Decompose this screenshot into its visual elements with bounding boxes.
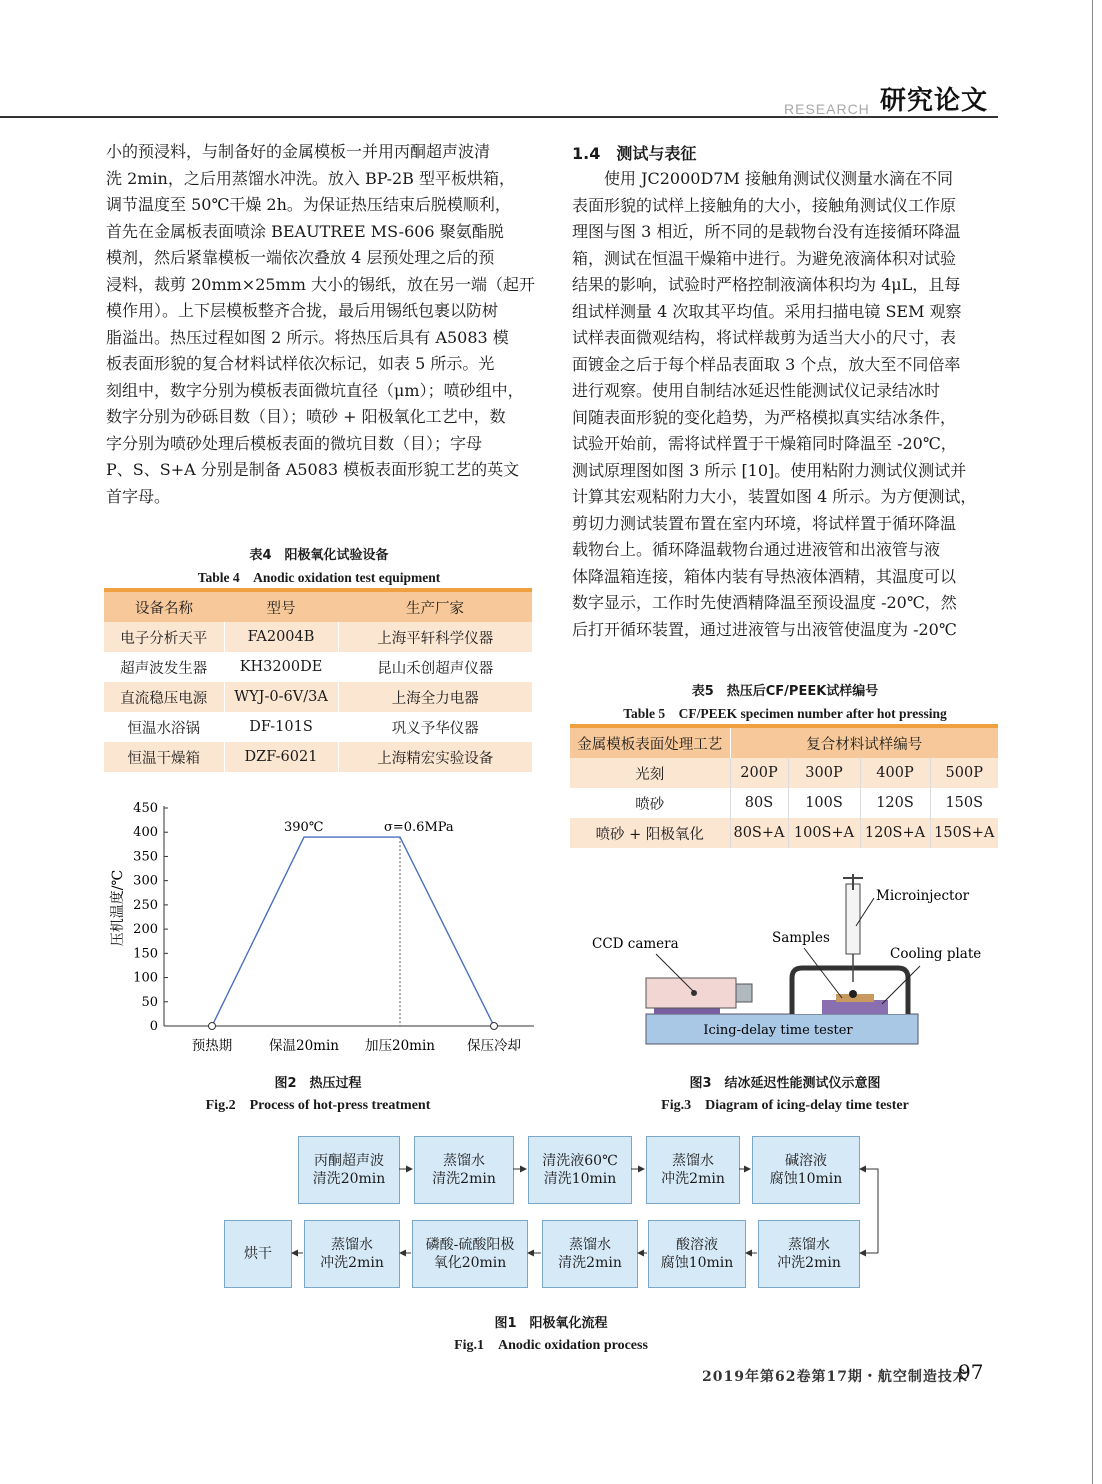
fig3-diagram xyxy=(570,870,1000,1060)
table-cell: 100S xyxy=(788,788,860,818)
table-cell: 120S xyxy=(860,788,930,818)
table-row xyxy=(104,712,532,742)
y-tick-label: 0 xyxy=(149,1019,158,1034)
table-cell: 超声波发生器 xyxy=(104,652,224,682)
text-line: 箱，测试在恒温干燥箱中进行。为避免液滴体积对试验 xyxy=(572,248,957,268)
data-point xyxy=(491,1023,498,1030)
text-line: 进行观察。使用自制结冰延迟性能测试仪记录结冰时 xyxy=(572,381,941,400)
text-line: 字分别为喷砂处理后模板表面的微坑目数（目）；字母 xyxy=(106,433,483,453)
y-tick-label: 300 xyxy=(133,873,158,889)
flow-step-text: 清洗20min xyxy=(312,1171,386,1187)
flow-step-text: 蒸馏水 xyxy=(443,1153,485,1169)
cooling-plate xyxy=(822,1000,888,1014)
text-line: 间随表面形貌的变化趋势，为严格模拟真实结冰条件， xyxy=(572,407,957,427)
table-row xyxy=(570,818,998,848)
fig3-caption-cn: 图3 结冰延迟性能测试仪示意图 xyxy=(689,1076,881,1091)
table-cell: 300P xyxy=(788,758,860,788)
cooling-plate-label: Cooling plate xyxy=(890,946,982,962)
flow-step-text: 碱溶液 xyxy=(785,1153,827,1169)
table-cell: 喷砂 xyxy=(570,788,730,818)
table-cell: FA2004B xyxy=(224,622,338,652)
table-cell: 电子分析天平 xyxy=(104,622,224,652)
text-line: 模作用）。上下层模板整齐合拢，最后用锡纸包裹以防树 xyxy=(106,301,499,320)
text-line: 组试样测量 4 次取其平均值。采用扫描电镜 SEM 观察 xyxy=(572,301,962,321)
table4-caption-en: Table 4 Anodic oxidation test equipment xyxy=(197,570,441,585)
flow-step-text: 丙酮超声波 xyxy=(314,1153,384,1169)
droplet xyxy=(849,990,857,998)
ccd-camera-label: CCD camera xyxy=(592,936,679,952)
right-column-paragraph xyxy=(572,166,998,643)
flow-step-text: 蒸馏水 xyxy=(569,1237,611,1253)
text-line: 表面形貌的试样上接触角的大小，接触角测试仪工作原 xyxy=(572,195,957,215)
table-cell: 500P xyxy=(930,758,998,788)
table-cell: 恒温水浴锅 xyxy=(104,712,224,742)
table-cell: 80S+A xyxy=(730,818,788,848)
ccd-camera-lens xyxy=(736,984,752,1002)
samples-label: Samples xyxy=(772,930,830,946)
y-tick-label: 400 xyxy=(133,825,158,841)
table-row xyxy=(570,758,998,788)
y-tick-label: 350 xyxy=(133,849,158,865)
table5-caption-en: Table 5 CF/PEEK specimen number after hot pressing xyxy=(623,706,947,721)
flow-step-text: 氧化20min xyxy=(433,1255,507,1271)
text-line: 测试原理图如图 3 所示 [10]。使用粘附力测试仪测试并 xyxy=(572,460,967,480)
text-line: 后打开循环装置，通过进液管与出液管使温度为 -20℃ xyxy=(572,619,957,639)
text-line: 体降温箱连接，箱体内装有导热液体酒精，其温度可以 xyxy=(572,566,957,586)
table-cell: 200P xyxy=(730,758,788,788)
flow-step-text: 磷酸-硫酸阳极 xyxy=(425,1237,515,1253)
table4-header-cell: 设备名称 xyxy=(104,592,224,622)
fig3-caption-en: Fig.3 Diagram of icing-delay time tester xyxy=(661,1098,909,1113)
header-research-label: RESEARCH xyxy=(784,101,870,117)
flow-step-text: 清洗2min xyxy=(558,1255,622,1271)
flow-step-text: 蒸馏水 xyxy=(331,1237,373,1253)
flow-arrow xyxy=(860,1169,878,1253)
text-line: 数字显示，工作时先使酒精降温至预设温度 -20℃，然 xyxy=(572,593,957,612)
text-line: 首先在金属板表面喷涂 BEAUTREE MS-606 聚氨酯脱 xyxy=(106,221,504,241)
flow-step-text: 清洗2min xyxy=(432,1171,496,1187)
table-cell: DF-101S xyxy=(224,712,338,742)
table-cell: 直流稳压电源 xyxy=(104,682,224,712)
flow-step-text: 冲洗2min xyxy=(320,1255,384,1271)
table-cell: 120S+A xyxy=(860,818,930,848)
header-section-title: 研究论文 xyxy=(880,86,989,116)
flow-step-text: 冲洗2min xyxy=(661,1171,725,1187)
text-line: 洗 2min，之后用蒸馏水冲洗。放入 BP-2B 型平板烘箱， xyxy=(106,168,516,188)
table-cell: 上海平轩科学仪器 xyxy=(338,622,532,652)
text-line: 刻组中，数字分别为模板表面微坑直径（μm）；喷砂组中， xyxy=(106,380,524,400)
page-number: 97 xyxy=(958,1360,984,1384)
flow-step-text: 冲洗2min xyxy=(777,1255,841,1271)
fig2-annotation-pressure: σ=0.6MPa xyxy=(384,820,454,836)
table-cell: 80S xyxy=(730,788,788,818)
table4-header-cell: 型号 xyxy=(224,592,338,622)
fig2-y-axis-label: 压机温度/℃ xyxy=(110,869,126,947)
text-line: 试样表面微观结构，将试样裁剪为适当大小的尺寸，表 xyxy=(572,328,957,347)
table-cell: WYJ-0-6V/3A xyxy=(224,682,338,712)
section-heading: 1.4 测试与表征 xyxy=(572,144,697,163)
microinjector-label: Microinjector xyxy=(876,888,970,904)
flow-step-text: 清洗10min xyxy=(543,1171,617,1187)
fig1-caption-cn: 图1 阳极氧化流程 xyxy=(494,1316,608,1331)
text-line: 载物台上。循环降温载物台通过进液管和出液管与液 xyxy=(572,540,941,559)
flow-step-text: 清洗液60℃ xyxy=(542,1153,618,1169)
page-edge-line xyxy=(1092,0,1093,1484)
y-tick-label: 150 xyxy=(133,946,158,962)
table-cell: 光刻 xyxy=(570,758,730,788)
table5-header-row xyxy=(570,728,998,758)
text-line: 脂溢出。热压过程如图 2 所示。将热压后具有 A5083 模 xyxy=(106,327,509,347)
table-row xyxy=(104,622,532,652)
table-cell: 400P xyxy=(860,758,930,788)
table-row xyxy=(104,742,532,772)
table4-header-row xyxy=(104,592,532,622)
text-line: 结果的影响，试验时严格控制液滴体积均为 4μL，且每 xyxy=(572,275,961,294)
left-column-paragraph xyxy=(106,139,535,510)
tester-label: Icing-delay time tester xyxy=(703,1023,853,1038)
fig2-annotation-temp: 390℃ xyxy=(284,820,324,836)
fig1-arrows xyxy=(220,1130,890,1290)
text-line: 小的预浸料，与制备好的金属模板一并用丙酮超声波清 xyxy=(106,142,491,161)
table-cell: 上海全力电器 xyxy=(338,682,532,712)
table5-caption-cn: 表5 热压后CF/PEEK试样编号 xyxy=(691,684,879,699)
text-line: 模剂，然后紧靠模板一端依次叠放 4 层预处理之后的预 xyxy=(106,248,495,267)
fig2-caption-cn: 图2 热压过程 xyxy=(274,1076,362,1091)
flow-step-text: 腐蚀10min xyxy=(660,1255,734,1271)
flow-step-text: 酸溶液 xyxy=(676,1237,718,1253)
flow-step-text: 烘干 xyxy=(244,1246,272,1262)
table-cell: 150S xyxy=(930,788,998,818)
text-line: 浸料，裁剪 20mm×25mm 大小的锡纸，放在另一端（起开 xyxy=(106,274,535,294)
y-tick-label: 100 xyxy=(133,970,158,986)
fig2-series-line xyxy=(212,837,494,1026)
y-tick-label: 250 xyxy=(133,897,158,913)
text-line: 理图与图 3 相近，所不同的是载物台没有连接循环降温 xyxy=(572,222,961,241)
table-row xyxy=(570,788,998,818)
text-line: 计算其宏观粘附力大小，装置如图 4 所示。为方便测试， xyxy=(572,487,977,506)
table-cell: 喷砂 + 阳极氧化 xyxy=(570,818,730,848)
table-cell: 150S+A xyxy=(930,818,998,848)
x-tick-label: 加压20min xyxy=(365,1038,435,1054)
text-line: 板表面形貌的复合材料试样依次标记，如表 5 所示。光 xyxy=(106,354,495,373)
fig2-caption-en: Fig.2 Process of hot-press treatment xyxy=(205,1098,431,1113)
table-row xyxy=(104,652,532,682)
table-cell: DZF-6021 xyxy=(224,742,338,772)
text-line: 试验开始前，需将试样置于干燥箱同时降温至 -20℃， xyxy=(572,434,957,453)
table4 xyxy=(104,592,532,772)
flow-step-text: 腐蚀10min xyxy=(769,1171,843,1187)
table-cell: 昆山禾创超声仪器 xyxy=(338,652,532,682)
table-cell: 巩义予华仪器 xyxy=(338,712,532,742)
microinjector-body xyxy=(846,884,860,954)
fig1-caption-en: Fig.1 Anodic oxidation process xyxy=(454,1338,648,1353)
table5 xyxy=(570,728,998,848)
data-point xyxy=(209,1023,216,1030)
ccd-camera-dot xyxy=(691,990,697,996)
x-tick-label: 保压冷却 xyxy=(467,1038,521,1054)
table-row xyxy=(104,682,532,712)
table-cell: 恒温干燥箱 xyxy=(104,742,224,772)
table4-caption-cn: 表4 阳极氧化试验设备 xyxy=(249,548,389,563)
fig2-chart xyxy=(104,796,534,1066)
text-line: P、S、S+A 分别是制备 A5083 模板表面形貌工艺的英文 xyxy=(106,460,520,479)
footer-journal: 2019年第62卷第17期・航空制造技术 xyxy=(702,1369,968,1385)
text-line: 数字分别为砂砾目数（目）；喷砂 + 阳极氧化工艺中，数 xyxy=(106,407,506,426)
y-tick-label: 50 xyxy=(141,994,158,1010)
table5-header-cell: 复合材料试样编号 xyxy=(730,728,998,758)
text-line: 面镀金之后于每个样品表面取 3 个点，放大至不同倍率 xyxy=(572,354,961,374)
table5-header-cell: 金属模板表面处理工艺 xyxy=(570,728,730,758)
text-line: 使用 JC2000D7M 接触角测试仪测量水滴在不同 xyxy=(572,169,953,188)
table4-header-cell: 生产厂家 xyxy=(338,592,532,622)
text-line: 剪切力测试装置布置在室内环境，将试样置于循环降温 xyxy=(572,513,957,533)
y-tick-label: 450 xyxy=(133,801,158,816)
y-tick-label: 200 xyxy=(133,922,158,938)
text-line: 首字母。 xyxy=(106,486,171,506)
table-cell: 上海精宏实验设备 xyxy=(338,742,532,772)
x-tick-label: 保温20min xyxy=(269,1038,339,1054)
flow-step-text: 蒸馏水 xyxy=(788,1237,830,1253)
x-tick-label: 预热期 xyxy=(191,1038,233,1054)
table-cell: 100S+A xyxy=(788,818,860,848)
table-cell: KH3200DE xyxy=(224,652,338,682)
flow-step-text: 蒸馏水 xyxy=(672,1153,714,1169)
text-line: 调节温度至 50℃干燥 2h。为保证热压结束后脱模顺利， xyxy=(106,195,511,214)
